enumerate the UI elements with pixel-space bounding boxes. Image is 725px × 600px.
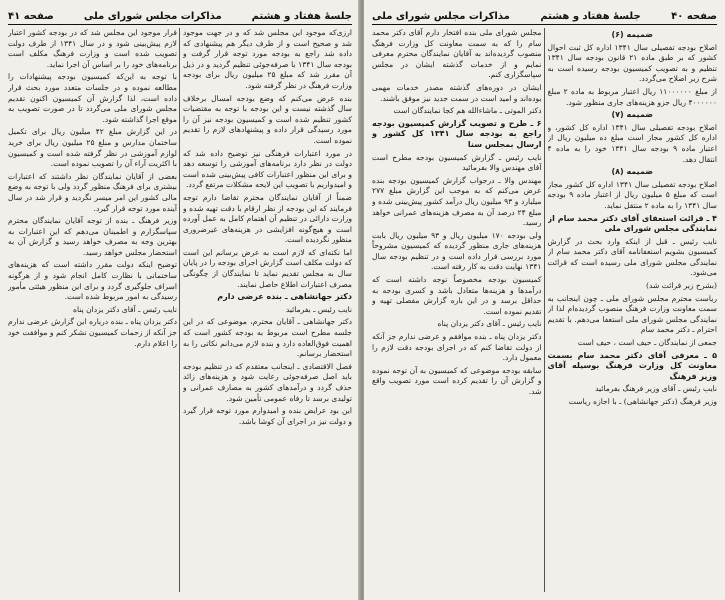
paragraph: دکتر جهانشاهی ـ آقایان محترم، موضوعی که در این جلسه مطرح است مربوط به بودجه کشور است که اهمیت فوق‌العاده دارد و بنده لازم می‌دانم نکاتی را به استحضار برسانم.	[183, 317, 352, 359]
right-page-header	[372, 6, 717, 25]
right-page-right-column	[548, 28, 718, 594]
paragraph: ریاست محترم مجلس شورای ملی ـ چون اینجانب به سمت معاونت وزارت فرهنگ منصوب گردیده‌ام لذا از نمایندگی مجلس شورای ملی استعفا می‌دهم. با تقدیم احترام ـ دکتر محمد سام	[547, 293, 717, 335]
right-page-left-column	[372, 28, 542, 594]
paragraph: ایشان در دوره‌های گذشته مصدر خدمات مهمی بوده‌اند و امید است در سمت جدید نیز موفق باشند.	[372, 82, 542, 103]
section-heading: ضمیمه (۶)	[611, 30, 654, 39]
paragraph: نایب رئیس ـ گزارش کمیسیون بودجه مطرح است آقای مهندس والا بفرمائید	[372, 152, 542, 173]
paragraph: دکتر یزدان پناه ـ بنده موافقم و عرضی ندارم جز آنکه از دولت تقاضا کنم که در اجرای بودجه دقت لازم را معمول دارد.	[372, 332, 542, 363]
section-heading: ۵ ـ معرفی آقای دکتر محمد سام بسمت معاونت کل وزارت فرهنگ بوسیله آقای وزیر فرهنگ	[547, 350, 717, 381]
paragraph: دکتر یزدان پناه ـ بنده درباره این گزارش عرضی ندارم جز آنکه از زحمات کمیسیون تشکر کنم و موافقت خود را اعلام دارم.	[8, 317, 177, 348]
paragraph: توضیح اینکه دولت مقرر داشته است که هزینه‌های ساختمانی با نظارت کامل انجام شود و از هرگونه اسراف جلوگیری گردد و برای این منظور هیئتی مأمور رسیدگی به امور مربوط شده است.	[8, 260, 177, 302]
paragraph: در این گزارش مبلغ ۴۲ میلیون ریال برای تکمیل ساختمان مدارس و مبلغ ۲۵ میلیون ریال برای خرید لوازم آموزشی در نظر گرفته شده است و کمیسیون با اکثریت آراء آن را تصویب نموده است.	[8, 127, 177, 169]
paragraph: اصلاح بودجه تفصیلی سال ۱۳۴۱ اداره کل کشور مجاز است که مبلغ ۵ میلیون ریال از اعتبار ماده ۹ بودجه سال ۱۳۴۱ را به ماده ۲ منتقل نماید.	[547, 179, 717, 210]
left-page-number: صفحه ۴۱	[8, 11, 54, 22]
paragraph: دکتر الموتی ـ ماشاءالله هم کجا نمایندگان است	[393, 106, 542, 116]
paragraph: نایب رئیس ـ بفرمائید	[285, 304, 352, 314]
paragraph: وزیر فرهنگ ـ بنده از توجه آقایان نمایندگان محترم سپاسگزارم و اطمینان می‌دهم که این اعتبارات به بهترین وجه به مصرف خواهد رسید و گزارش آن به استحضار مجلس خواهد رسید.	[8, 216, 177, 257]
paragraph: جمعی از نمایندگان ـ حیف است ، حیف است	[577, 338, 717, 348]
left-page-header	[8, 6, 352, 25]
paragraph: نایب رئیس ـ آقای وزیر فرهنگ بفرمائید	[595, 384, 717, 394]
paragraph: وزیر فرهنگ (دکتر جهانشاهی) ـ با اجازه ریاست	[568, 397, 717, 406]
paragraph: در مورد اعتبارات فرهنگی نیز توضیح داده شد که دولت در نظر دارد برنامه‌های آموزشی را توسعه دهد و برای این منظور اعتبارات کافی پیش‌بینی شده است و امیدواریم با تصویب این لایحه مشکلات مرتفع گردد.	[183, 148, 352, 190]
section-heading: ۶ ـ طرح و تصویب گزارش کمیسیون بودجه راجع به بودجه سال ۱۳۴۱ کل کشور و ارسال بمجلس سنا	[372, 118, 542, 149]
paragraph: مجلس شورای ملی بنده افتخار دارم آقای دکتر محمد سام را که به سمت معاونت کل وزارت فرهنگ منصوب گردیده‌اند به آقایان نمایندگان محترم معرفی نمایم و از خدمات گذشته ایشان در مجلس سپاسگزاری کنم.	[372, 28, 542, 80]
left-session-label: جلسهٔ هفتاد و هشتم	[251, 11, 352, 22]
left-page-title: مذاکرات مجلس شورای ملی	[83, 11, 222, 22]
left-page	[0, 0, 360, 600]
paragraph: اصلاح بودجه تفصیلی سال ۱۳۴۱ اداره کل ثبت احوال کشور که بر طبق ماده ۲۱ قانون بودجه سال ۱۳۴۱ تنظیم و به تصویب کمیسیون بودجه رسیده است به شرح زیر اصلاح می‌گردد.	[547, 42, 717, 84]
paragraph: کمیسیون بودجه مخصوصاً توجه داشته است که درآمدها و هزینه‌ها متعادل باشد و کسری بودجه به حداقل برسد و در این باره گزارش مفصلی تهیه و تقدیم نموده است.	[372, 275, 542, 316]
right-page-title: مذاکرات مجلس شورای ملی	[372, 11, 510, 22]
paragraph: بنده عرض می‌کنم که وضع بودجه امسال برخلاف سال گذشته نیست و این بودجه با توجه به مقتضیات کشور تنظیم شده است و کمیسیون بودجه نیز آن را مورد رسیدگی قرار داده و پیشنهادهای لازم را تقدیم نموده است.	[183, 93, 352, 145]
paragraph: بعضی از آقایان نمایندگان نظر داشتند که اعتبارات بیشتری برای فرهنگ منظور گردد ولی با توجه به وضع مالی کشور این امر میسر نگردید و قرار شد در سال آینده مورد توجه قرار گیرد.	[8, 171, 177, 213]
left-page-right-column	[183, 28, 352, 594]
right-page	[364, 0, 725, 600]
paragraph: این بود عرایض بنده و امیدوارم مورد توجه قرار گیرد و دولت نیز در اجرای آن کوشا باشد.	[183, 406, 352, 426]
left-page-columns	[8, 28, 352, 594]
section-heading: ضمیمه (۸)	[611, 167, 654, 177]
right-page-number: صفحه ۴۰	[671, 11, 717, 22]
paragraph: نایب رئیس ـ آقای دکتر یزدان پناه	[72, 304, 177, 314]
paragraph: از مبلغ ۱۱۰۰۰۰۰۰ ریال اعتبار مربوط به ماده ۲ مبلغ ۴۰۰۰۰۰۰ ریال جزو هزینه‌های جاری منظور شود.	[547, 86, 717, 107]
paragraph: نایب رئیس ـ قبل از اینکه وارد بحث در گزارش کمیسیون بشویم استعفانامه آقای دکتر محمد سام از نمایندگی مجلس شورای ملی رسیده است که قرائت می‌شود.	[547, 236, 717, 278]
right-page-columns	[372, 28, 717, 594]
paragraph: ولی بودجه ۱۷۰ میلیون ریال و ۹۳ میلیون ریال بابت هزینه‌های جاری منظور گردیده که کمیسیون مشروحاً مورد بررسی قرار داده است و در تنظیم بودجه سال ۱۳۴۱ نهایت دقت به کار رفته است.	[372, 230, 542, 272]
paragraph: نایب رئیس ـ آقای دکتر یزدان پناه	[437, 319, 542, 329]
paragraph: مهندس والا ـ درجواب گزارش کمیسیون بودجه بنده عرض می‌کنم که به موجب این گزارش مبلغ ۲۷۷ میلیارد و ۹۳ میلیون ریال درآمد کشور پیش‌بینی شده و مبلغ ۲۴ درصد آن به مصرف هزینه‌های عمرانی خواهد رسید.	[372, 175, 542, 228]
section-heading: ضمیمه (۷)	[611, 110, 654, 120]
section-heading: دکتر جهانشاهی ـ بنده عرضی دارم	[217, 292, 352, 302]
paragraph: (بشرح زیر قرائت شد)	[646, 281, 717, 291]
right-session-label: جلسهٔ هفتاد و هشتم	[540, 11, 641, 22]
paragraph: سابقه بودجه موضوعی که کمیسیون به آن توجه نموده و گزارش آن را تقدیم کرده است مورد تصویب واقع شد.	[372, 365, 542, 396]
paragraph: با توجه به این‌که کمیسیون بودجه پیشنهادات را مطالعه نموده و در جلسات متعدد مورد بحث قرار داده است، لذا گزارش آن کمیسیون اکنون تقدیم مجلس شورای ملی می‌گردد تا در صورت تصویب به موقع اجرا گذاشته شود.	[8, 72, 177, 124]
paragraph: ارزی‌که موجود این مجلس شد که و در جهت موجود شد و صحیح است و از طرف دیگر هم پیشنهادی که داده شد راجع به بودجه مورد توجه قرار گرفت و بودجه سال ۱۳۴۱ با صرفه‌جوئی تنظیم گردید و در ذیل آن مقرر شد که مبلغ ۲۵ میلیون ریال برای بودجه وزارت فرهنگ در نظر گرفته شود.	[183, 28, 352, 90]
paragraph: اما نکته‌ای که لازم است به عرض برسانم این است که دولت مکلف است گزارش اجرای بودجه را در پایان سال به مجلس تقدیم نماید تا نمایندگان از چگونگی مصرف اعتبارات اطلاع حاصل نمایند.	[183, 247, 352, 289]
paragraph: ضمناً از آقایان نمایندگان محترم تقاضا دارم توجه فرمایند که این بودجه از نظر ارقام با دقت تهیه شده و وزارت دارائی در تنظیم آن اهتمام کامل به عمل آورده است و هیچ‌گونه افزایشی در هزینه‌های غیرضروری منظور نگردیده است.	[183, 192, 352, 245]
paragraph: فصل الاقتصادی ـ اینجانب معتقدم که در تنظیم بودجه باید اصل صرفه‌جوئی رعایت شود و هزینه‌های زائد حذف گردد و درآمدهای کشور به مصارف عمرانی و تولیدی برسد تا رفاه عمومی تأمین شود.	[183, 361, 352, 403]
paragraph: اصلاح بودجه تفصیلی سال ۱۳۴۱ اداره کل کشور، و اداره کل کشور مجاز است مبلغ ده میلیون ریال از اعتبار ماده ۹ بودجه سال ۱۳۴۱ خود را به ماده ۴ انتقال دهد.	[547, 122, 717, 164]
paragraph: قرار موجود این مجلس شد که در بودجه کشور اعتبار لازم پیش‌بینی شود و در سال ۱۳۴۱ از طرف دولت تصویب شده است و وزارت فرهنگ مکلف است برنامه‌های خود را بر اساس آن اجرا نماید.	[8, 28, 177, 69]
left-page-left-column	[8, 28, 177, 594]
section-heading: ۴ ـ قرائت استعفای آقای دکتر محمد سام از نمایندگی مجلس شورای ملی	[547, 213, 717, 234]
